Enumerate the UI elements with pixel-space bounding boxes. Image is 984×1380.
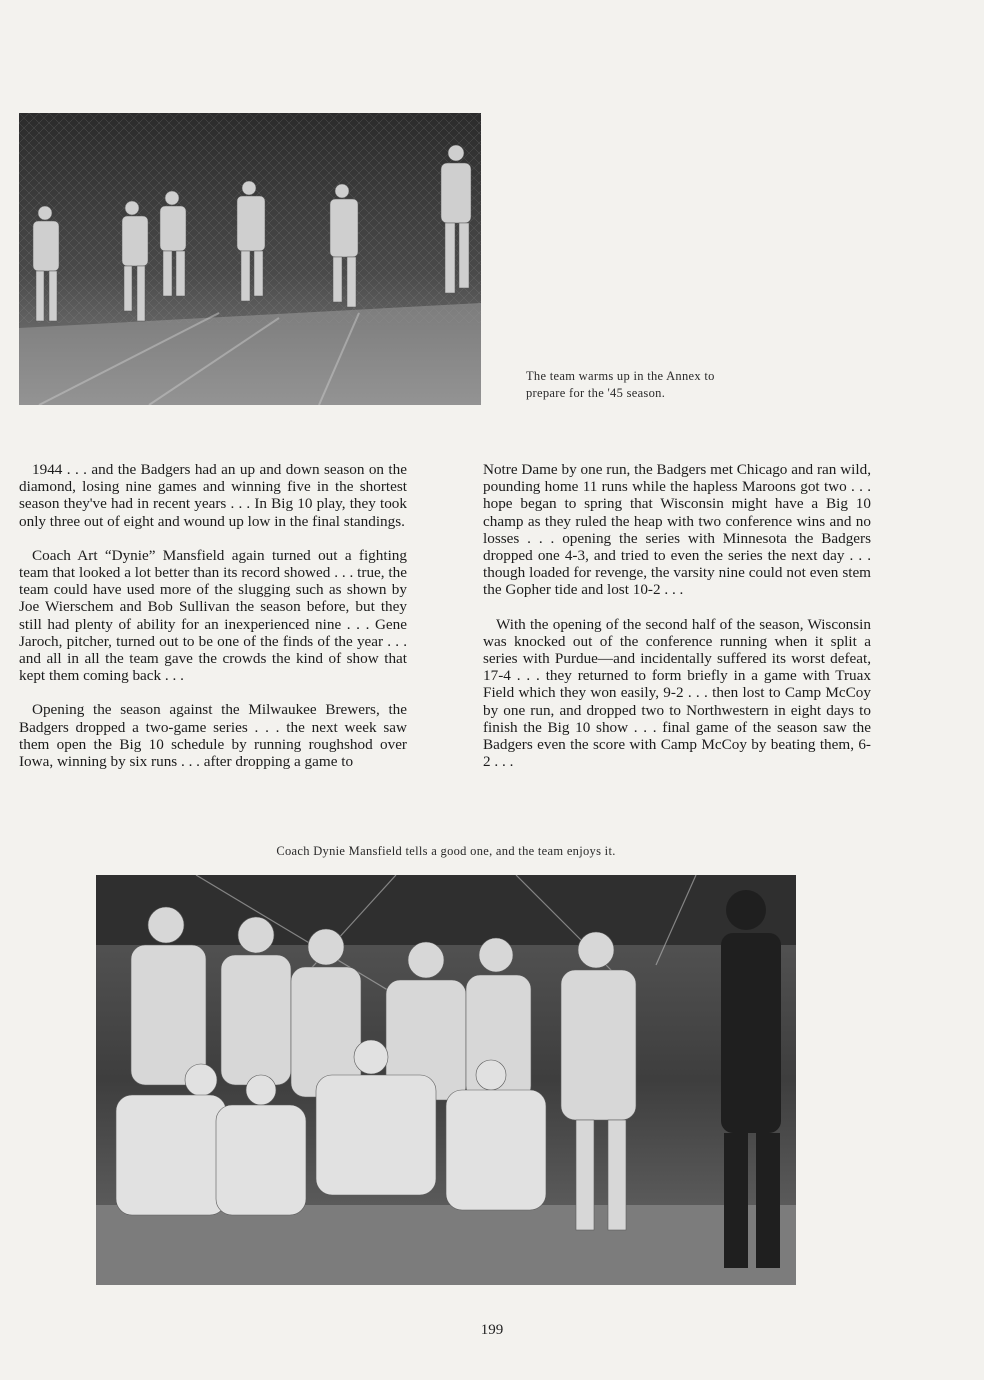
article-left-column bbox=[19, 461, 407, 787]
article-right-column bbox=[483, 461, 871, 787]
article-paragraph: With the opening of the second half of the season, Wisconsin was knocked out of the conference running when it split a series with Purdue—and incidentally suffered its worst defeat, 17-4 . . . they returned to form briefly in a game with Truax Field which they won easily, 9-2 . . . then lost to Camp McCoy by one run, and dropped two to Northwestern in eight days to finish the Big 10 show . . . final game of the season saw the Badgers even the score with Camp McCoy by beating them, 6-2 . . . bbox=[483, 615, 871, 771]
page-number: 199 bbox=[480, 1322, 504, 1338]
photo-coach-and-team-image bbox=[96, 875, 796, 1285]
photo-team-warmup bbox=[19, 113, 481, 405]
article-paragraph: Notre Dame by one run, the Badgers met Chicago and ran wild, pounding home 11 runs while the hapless Maroons got two . . . hope began to spring that Wisconsin might have a Big 10 champ as they ruled the heap with two conference wins and no losses . . . opening the series with Minnesota the Badgers dropped one 4-3, and tried to even the series the next day . . . though loaded for revenge, the varsity nine could not even stem the Gopher tide and lost 10-2 . . . bbox=[483, 461, 871, 599]
caption-coach-mansfield: Coach Dynie Mansfield tells a good one, and the team enjoys it. bbox=[276, 844, 616, 858]
caption-team-warmup: The team warms up in the Annex to prepare for the '45 season. bbox=[526, 369, 715, 400]
photo-team-warmup-image bbox=[19, 113, 481, 405]
article-paragraph: 1944 . . . and the Badgers had an up and down season on the diamond, losing nine games and winning five in the shortest season they've had in recent years . . . In Big 10 play, they took only three out of eight and wound up low in the final standings. bbox=[19, 461, 407, 530]
article-paragraph: Opening the season against the Milwaukee Brewers, the Badgers dropped a two-game series . . . the next week saw them open the Big 10 schedule by running roughshod over Iowa, winning by six runs . . . after dropping a game to bbox=[19, 701, 407, 771]
photo-coach-and-team bbox=[96, 875, 796, 1285]
article-paragraph: Coach Art “Dynie” Mansfield again turned out a fighting team that looked a lot better than its record showed . . . true, the team could have used more of the slugging such as shown by Joe Wierschem and Bob Sullivan the season before, but they still had plenty of ability for an inexperienced nine . . . Gene Jaroch, pitcher, turned out to be one of the finds of the year . . . and all in all the team gave the crowds the kind of show that kept them coming back . . . bbox=[19, 546, 407, 685]
